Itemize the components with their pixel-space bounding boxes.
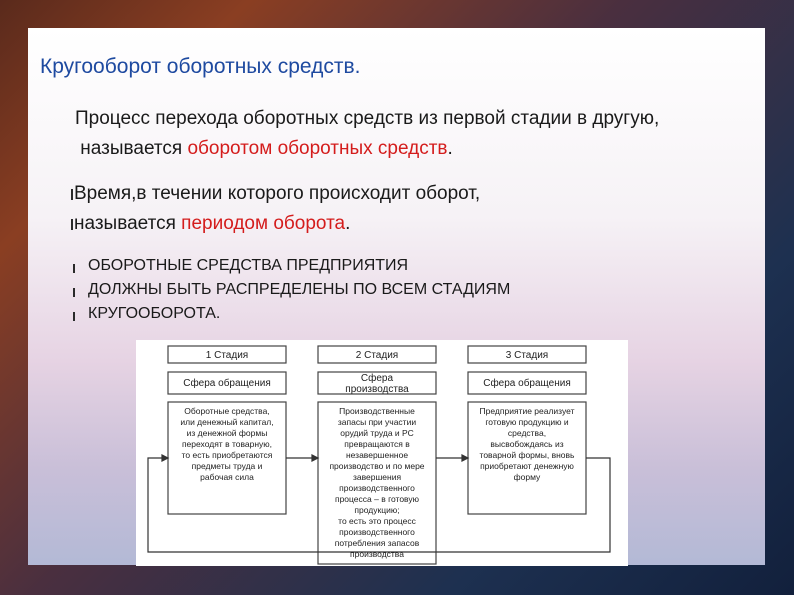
stage-description-line: запасы при участии	[337, 417, 417, 427]
stage-description-line: незавершенное	[345, 450, 409, 460]
stage-description-line: завершения	[352, 472, 402, 482]
bullet-marker	[71, 189, 73, 200]
stage-description-line: Оборотные средства,	[184, 406, 270, 416]
stage-description-line: то есть это процесс	[338, 516, 416, 526]
stage-description-line: то есть приобретаются	[181, 450, 273, 460]
stage-description-line: приобретают денежную	[480, 461, 574, 471]
stage-description-line: производственного	[339, 483, 415, 493]
stage-description-line: Производственные	[339, 406, 415, 416]
caps-line: ОБОРОТНЫЕ СРЕДСТВА ПРЕДПРИЯТИЯ	[88, 257, 409, 274]
arrowhead-icon	[312, 455, 318, 461]
stage-description-line: процесса – в готовую	[334, 494, 420, 504]
paragraph-line: называется оборотом оборотных средств.	[80, 138, 453, 159]
bullet-marker	[71, 219, 73, 230]
stage-description-line: орудий труда и РС	[340, 428, 414, 438]
stage-description-line: рабочая сила	[200, 472, 254, 482]
bullet-marker	[73, 312, 75, 321]
stage-description-line: высвобождаясь из	[490, 439, 564, 449]
caps-line: ДОЛЖНЫ БЫТЬ РАСПРЕДЕЛЕНЫ ПО ВСЕМ СТАДИЯМ	[88, 281, 511, 298]
highlight-term: оборотом оборотных средств	[187, 138, 448, 159]
stage-description-line: предметы труда и	[191, 461, 263, 471]
stage-description-line: потребления запасов	[334, 538, 420, 548]
arrowhead-icon	[462, 455, 468, 461]
stage-sphere-label: производства	[345, 384, 409, 395]
bullet-marker	[73, 264, 75, 273]
caps-statement	[88, 254, 510, 326]
circulation-diagram	[136, 340, 628, 566]
stage-sphere-label: Сфера	[360, 373, 394, 384]
stage-description-line: продукцию;	[354, 505, 400, 515]
stage-sphere-label: Сфера обращения	[483, 378, 571, 389]
highlight-term: периодом оборота	[181, 213, 346, 234]
stage-sphere-label: Сфера обращения	[183, 378, 271, 389]
bullet-marker	[73, 288, 75, 297]
stage-description-line: Предприятие реализует	[479, 406, 575, 416]
slide	[28, 28, 765, 565]
stage-description-line: производственного	[339, 527, 415, 537]
paragraph-turnover-definition	[75, 104, 659, 164]
stage-title: 2 Стадия	[355, 350, 399, 361]
stage-description-line: форму	[513, 472, 541, 482]
stage-description-line: готовую продукцию и	[485, 417, 569, 427]
paragraph-line: Процесс перехода оборотных средств из первой стадии в другую,	[75, 108, 660, 129]
stage-description-line: средства,	[507, 428, 547, 438]
stage-description-line: товарной формы, вновь	[479, 450, 575, 460]
stage-description-line: или денежный капитал,	[180, 417, 274, 427]
stage-description-line: производства	[350, 549, 404, 559]
arrowhead-icon	[162, 455, 168, 461]
stage-title: 3 Стадия	[505, 350, 549, 361]
paragraph-period-definition	[74, 179, 480, 239]
stage-description-line: превращаются в	[344, 439, 410, 449]
stage-description-line: переходят в товарную,	[181, 439, 273, 449]
caps-line: КРУГООБОРОТА.	[88, 305, 221, 322]
stage-description-line: производство и по мере	[329, 461, 425, 471]
stage-description-line: из денежной формы	[186, 428, 268, 438]
paragraph-line: называется периодом оборота.	[74, 213, 351, 234]
stage-title: 1 Стадия	[205, 350, 249, 361]
diagram-canvas	[136, 340, 628, 566]
slide-title: Кругооборот оборотных средств.	[40, 55, 361, 78]
paragraph-line: Время,в течении которого происходит оборот,	[74, 183, 481, 204]
